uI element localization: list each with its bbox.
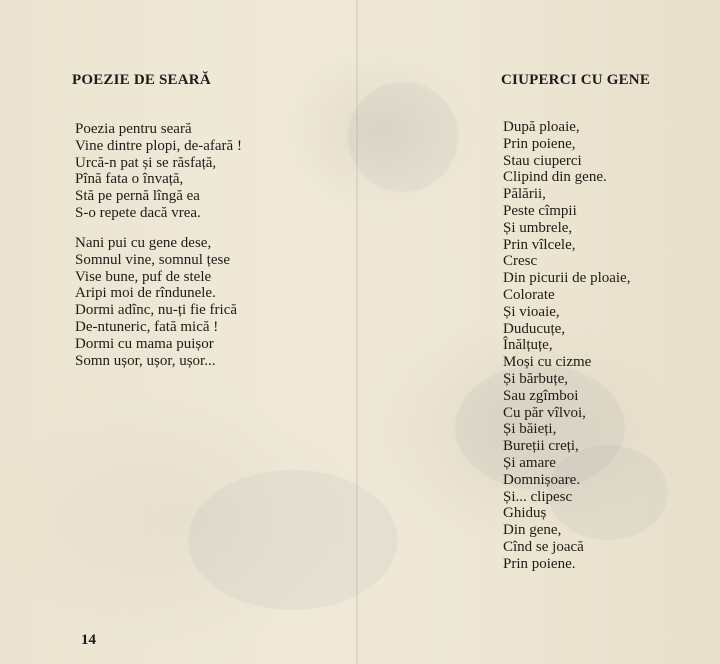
page-number: 14 — [81, 632, 96, 648]
poem-line: Stau ciuperci — [503, 152, 582, 169]
poem-line: Vine dintre plopi, de-afară ! — [75, 137, 242, 154]
poem-line: Pălării, — [503, 186, 546, 203]
poem-line: Dormi cu mama puișor — [75, 335, 214, 352]
poem-line: Colorate — [503, 286, 555, 303]
poem-line: Stă pe pernă lîngă ea — [75, 188, 200, 205]
poem-line: Și umbrele, — [503, 219, 573, 236]
poem-line: Cu păr vîlvoi, — [503, 404, 586, 421]
poem-line: Înălțuțe, — [503, 337, 553, 354]
poem-line: Moși cu cizme — [503, 354, 592, 371]
poem-line: Prin vîlcele, — [503, 236, 576, 253]
left-poem-title: POEZIE DE SEARĂ — [72, 72, 211, 88]
poem-line: Din picurii de ploaie, — [503, 270, 631, 287]
poem-line: Și bărbuțe, — [503, 370, 568, 387]
poem-line: Prin poiene, — [503, 135, 576, 152]
poem-line: Și vioaie, — [503, 303, 560, 320]
poem-line: Vise bune, puf de stele — [75, 268, 212, 285]
poem-line: Urcă-n pat și se răsfață, — [75, 154, 217, 171]
right-poem-lines — [503, 119, 630, 573]
poem-line: Din gene, — [503, 522, 562, 539]
poem-line: Prin poiene. — [503, 555, 576, 572]
poem-line: Și amare — [503, 454, 556, 471]
poem-line: Somnul vine, somnul țese — [75, 251, 230, 268]
poem-line: Și băieți, — [503, 421, 557, 438]
paper-stain — [188, 470, 398, 610]
left-poem-stanza-1 — [75, 121, 242, 222]
paper-stain — [348, 82, 458, 192]
poem-line: Somn ușor, ușor, ușor... — [75, 352, 216, 369]
left-poem-stanza-2 — [75, 235, 237, 369]
poem-line: Bureții creți, — [503, 438, 579, 455]
poem-line: Peste cîmpii — [503, 202, 577, 219]
right-poem-title: CIUPERCI CU GENE — [501, 72, 651, 88]
poem-line: Dormi adînc, nu-ți fie frică — [75, 302, 238, 319]
poem-line: Aripi moi de rîndunele. — [75, 285, 216, 302]
poem-line: Și... clipesc — [503, 488, 573, 505]
poem-line: Clipind din gene. — [503, 169, 607, 186]
poem-line: Cresc — [503, 253, 538, 270]
poem-line: Domnișoare. — [503, 471, 581, 488]
poem-line: S-o repete dacă vrea. — [75, 204, 201, 221]
poem-line: De-ntuneric, fată mică ! — [75, 318, 219, 335]
poem-line: Duducuțe, — [503, 320, 566, 337]
poem-line: Nani pui cu gene dese, — [75, 235, 212, 251]
poem-line: Cînd se joacă — [503, 538, 584, 555]
poem-line: Ghiduș — [503, 505, 547, 522]
poem-line: După ploaie, — [503, 119, 580, 135]
poem-line: Pînă fata o învață, — [75, 171, 184, 188]
poem-line: Poezia pentru seară — [75, 121, 192, 137]
poem-line: Sau zgîmboi — [503, 387, 579, 404]
